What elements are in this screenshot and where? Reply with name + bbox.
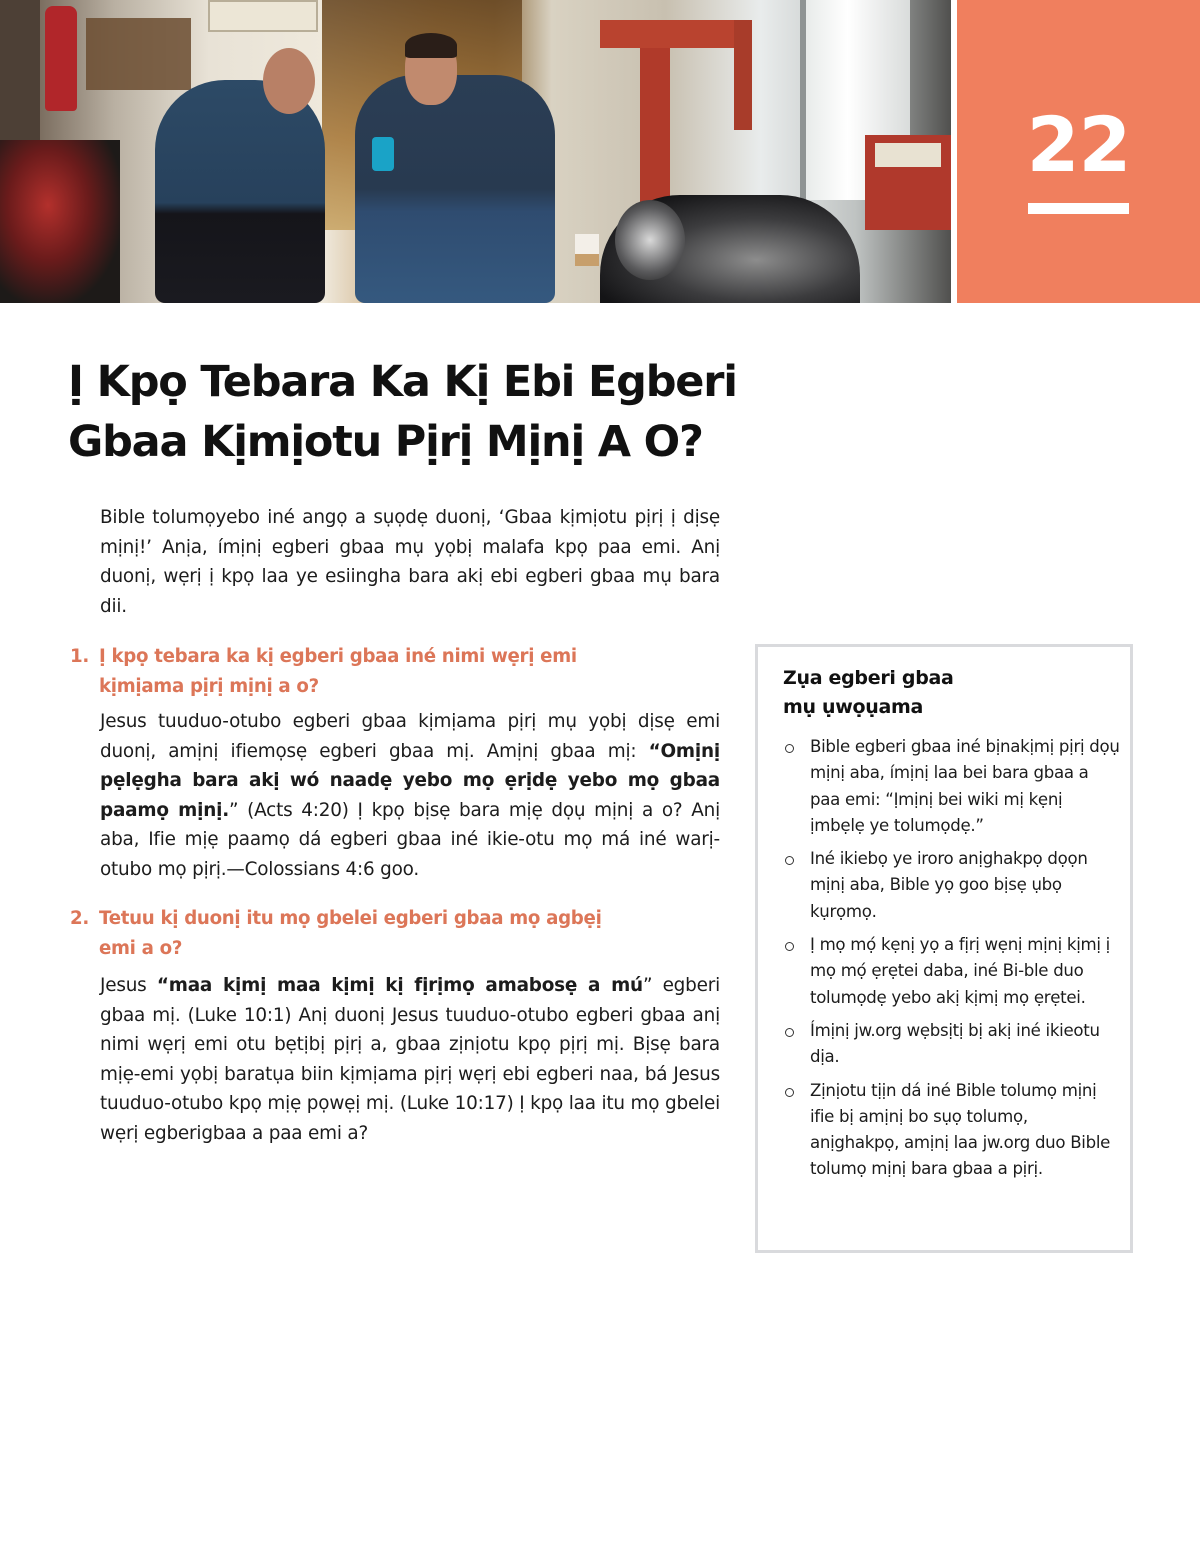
question-2-answer <box>100 971 720 1148</box>
answer-text-cont: ” (Acts 4:20) Ị kpọ bịsẹ bara mịẹ dọụ mịnị a o? Anị aba, Ifie mịẹ paamọ dá egberi gbaa iné ikie-otu mọ má iné warị-otubo mọ pịrị.—Colossians 4:6 goo. <box>100 799 720 880</box>
headlight <box>615 200 685 280</box>
tip-text: Ị mọ mọ́ kẹnị yọ a fịrị wẹnị mịnị kịmị ị mọ mọ́ ẹrẹtei daba, iné Bi-ble duo tolumọdẹ yebo akị kịmị mọ ẹrẹtei. <box>810 935 1110 1007</box>
hollow-circle-bullet-icon <box>785 942 794 951</box>
question-2-heading <box>70 904 630 964</box>
tip-text: Zịnịotu tịịn dá iné Bible tolumọ mịnị ifie bị amịnị bo sụọ tolumọ, anịghakpọ, amịnị laa jw.org duo Bible tolumọ mịnị bara gbaa a pịrị. <box>810 1080 1111 1179</box>
older-mechanic <box>155 80 325 303</box>
answer-quote: “Omịnị pẹlẹgha bara akị wó naadẹ yebo mọ ẹrịdẹ yebo mọ gbaa paamọ mịnị. <box>100 740 720 821</box>
question-text: Tetuu kị duonị itu mọ gbelei egberi gbaa mọ agbẹị emi a o? <box>99 908 602 959</box>
fire-extinguisher <box>45 6 77 111</box>
red-motorcycle <box>0 140 120 303</box>
tip-text: Iné ikiebọ ye iroro anịghakpọ dọọn mịnị aba, Bible yọ goo bịsẹ ụbọ kụrọmọ. <box>810 849 1088 921</box>
hollow-circle-bullet-icon <box>785 856 794 865</box>
tips-list <box>780 734 1120 1190</box>
header-photo <box>0 0 951 303</box>
question-number: 2. <box>70 908 89 929</box>
title-line-2: Gbaa Kịmịotu Pịrị Mịnị A O? <box>68 417 703 467</box>
younger-mechanic-hair <box>405 33 457 58</box>
answer-text-cont: ” egberi gbaa mị. (Luke 10:1) Anị duonị Jesus tuuduo-otubo egberi gbaa anị nimi wẹrị emi otu bẹtịbị pịrị a, gbaa zịnịotu kpọ pịrị mị. Bịsẹ bara mịẹ-emi yọbị baratụa biin kịmịama pịrị wẹrị ebi egberi naa, bá Jesus tuuduo-otubo kpọ mịẹ pọwẹị mị. (Luke 10:17) Ị kpọ laa itu mọ gbelei wẹrị egberigbaa a paa emi a? <box>100 975 721 1144</box>
answer-quote: “maa kịmị maa kịmị kị fịrịmọ amabosẹ a mú <box>156 975 643 996</box>
tips-list-item <box>780 846 1120 925</box>
tire-changer-head <box>734 20 752 130</box>
tips-box-title <box>783 664 1103 722</box>
tool-board <box>86 18 191 90</box>
wall-sign <box>208 0 318 32</box>
smartphone <box>372 137 394 171</box>
meter-face <box>875 143 941 167</box>
tips-list-item <box>780 932 1120 1011</box>
hollow-circle-bullet-icon <box>785 1028 794 1037</box>
tire-changer-arm <box>600 20 750 48</box>
coffee-cup <box>575 234 599 266</box>
chapter-number: 22 <box>1026 100 1131 189</box>
tips-box <box>755 644 1133 1253</box>
hollow-circle-bullet-icon <box>785 744 794 753</box>
question-number: 1. <box>70 646 89 667</box>
tip-text: Ímịnị jw.org wẹbsịtị bị akị iné ikieotu dịa. <box>810 1020 1100 1067</box>
answer-text: Jesus <box>100 975 157 996</box>
chapter-badge <box>957 0 1200 303</box>
older-mechanic-head <box>263 48 315 114</box>
chapter-underline <box>1028 203 1129 214</box>
intro-paragraph: Bible tolumọyebo iné angọ a sụọdẹ duonị, ‘Gbaa kịmịotu pịrị ị dịsẹ mịnị!’ Anịa, ímịnị egberi gbaa mụ yọbị malafa kpọ paa emi. Anị duonị, wẹrị ị kpọ laa ye esiingha bara akị ebi egberi gbaa mụ bara dii. <box>100 507 720 617</box>
question-1-answer <box>100 707 720 884</box>
title-line-1: Ị Kpọ Tebara Ka Kị Ebi Egberi <box>68 357 737 407</box>
tips-title-line-2: mụ ụwọụama <box>783 696 924 718</box>
question-1-heading <box>70 642 630 702</box>
tips-title-line-1: Zụa egberi gbaa <box>783 667 954 689</box>
page-title <box>68 352 828 472</box>
tip-text: Bible egberi gbaa iné bịnakịmị pịrị dọụ mịnị aba, ímịnị laa bei bara gbaa a paa emi: “Ịmịnị bei wiki mị kẹnị ịmbẹlẹ ye tolumọdẹ.” <box>810 737 1120 835</box>
tips-list-item <box>780 1078 1120 1183</box>
hollow-circle-bullet-icon <box>785 1088 794 1097</box>
question-text: Ị kpọ tebara ka kị egberi gbaa iné nimi wẹrị emi kịmịama pịrị mịnị a o? <box>99 646 577 697</box>
younger-mechanic <box>355 75 555 303</box>
tips-list-item <box>780 1018 1120 1071</box>
answer-text: Jesus tuuduo-otubo egberi gbaa kịmịama pịrị mụ yọbị dịsẹ emi duonị, amịnị ifiemọsẹ egberi gbaa mị. Amịnị gbaa mị: <box>100 711 720 762</box>
tips-list-item <box>780 734 1120 839</box>
